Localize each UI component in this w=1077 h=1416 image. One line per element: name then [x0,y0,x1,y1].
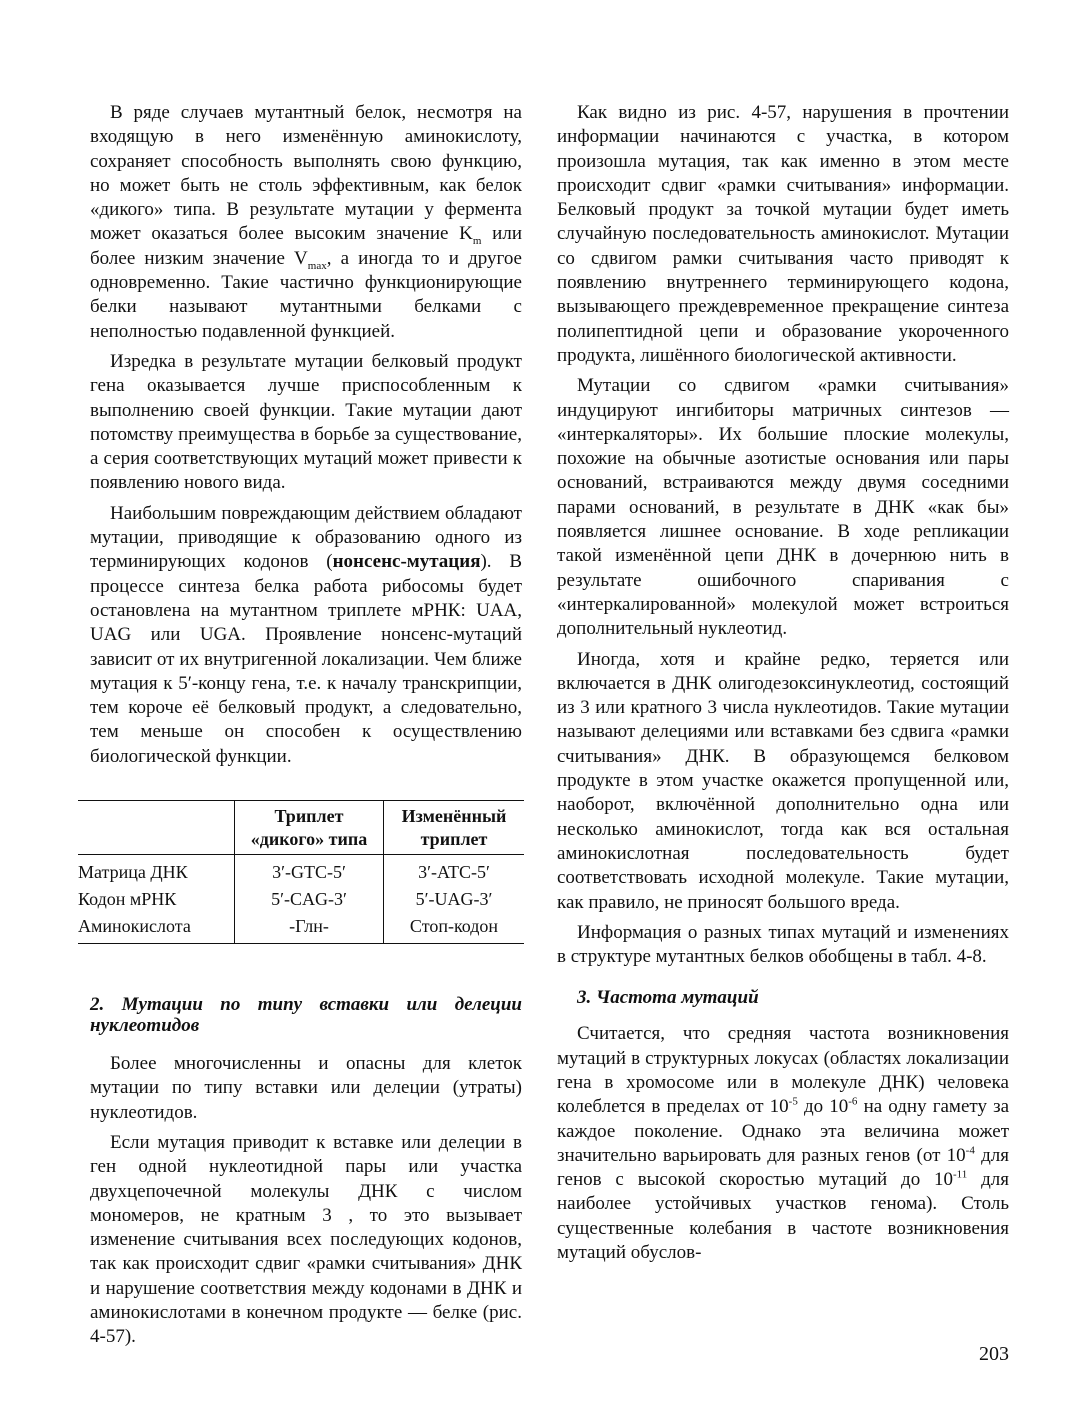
paragraph-insertion-deletion: Более многочисленны и опасны для клеток мутации по типу вставки или делеции (утраты) нуклеотидов. [90,1053,522,1123]
nonsense-mutation-table [78,800,524,944]
table-row: Аминокислота -Глн- Стоп-кодон [78,913,524,944]
paragraph-mutation-frequency: Считается, что средняя частота возникновения мутаций в структурных локусах (областях локализации гена в хромосоме или в молекуле ДНК) человека колеблется в пределах от $10^{-5}$ до $10^{-6}$ на одну гамету за каждое поколение. Однако эта величина может значительно варьировать для разных генов (от $10^{-4}$ для генов с высокой скоростью мутаций до $10^{-11}$ для наиболее устойчивых участков генома). Столь существенные колебания в частоте возникновения мутаций обуслов- [557,1023,1010,1264]
right-column [557,101,1009,1271]
paragraph-inframe-deletions: Иногда, хотя и крайне редко, теряется или включается в ДНК олигодезоксинуклеотид, состоящий из 3 или кратного 3 числа нуклеотидов. Такие мутации называют делециями или вставками без сдвига «рамки считывания» ДНК. В образующемся белковом продукте в этом участке окажется пропущенной или, наоборот, включённой дополнительно одна или несколько аминокислот, тогда как вся остальная аминокислотная последовательность будет соответствовать исходной молекуле. Такие мутации, как правило, не приносят большого вреда. [557,648,1009,913]
paragraph-frameshift-effect: Как видно из рис. 4-57, нарушения в прочтении информации начинаются с участка, в котором произошла мутация, так как именно в этом месте происходит сдвиг «рамки считывания» информации. Белковый продукт за точкой мутации будет иметь случайную последовательность аминокислот. Мутации со сдвигом рамки считывания часто приводят к появлению внутреннего терминирующего кодона, вызывающего преждевременное прекращение синтеза полипептидной цепи и образование укороченного продукта, лишённого биологической активности. [557,102,1009,366]
paragraph-frameshift: Если мутация приводит к вставке или делеции в ген одной нуклеотидной пары или участка двухцепочечной молекулы ДНК с числом мономеров, не кратным 3 , то это вызывает изменение считывания всех последующих кодонов, так как происходит сдвиг «рамки считывания» ДНК и нарушение соответствия между кодонами в ДНК и аминокислотами в конечном продукте — белке (рис. 4-57). [90,1131,522,1348]
paragraph-adaptive-mutation: Изредка в результате мутации белковый продукт гена оказывается лучше приспособленным к выполнению своей функции. Такие мутации дают потомству преимущества в борьбе за существование, а серия соответствующих мутаций может привести к появлению нового вида. [90,350,522,494]
paragraph-intercalators: Мутации со сдвигом «рамки считывания» индуцируют ингибиторы матричных синтезов — «интеркаляторы». Их большие плоские молекулы, похожие на обычные азотистые основания или пары оснований, встраиваются между двумя соседними парами оснований, в результате в ДНК «как бы» появляется лишнее основание. В ходе репликации такой изменённой цепи ДНК в дочернюю нить в результате ошибочного спаривания с «интеркалированной» молекулой может встроиться дополнительный нуклеотид. [557,375,1009,640]
term-nonsense-mutation: нонсенс-мутация [332,551,481,573]
table-row: Кодон мРНК 5′-CAG-3′ 5′-UAG-3′ [78,886,524,913]
page-number: 203 [979,1343,1009,1365]
section-heading-mutation-frequency: 3. Частота мутаций [577,987,759,1009]
section-heading-insertion-deletion: 2. Мутации по типу вставки или делеции нуклеотидов [90,994,522,1037]
table-row: Матрица ДНК 3′-GTC-5′ 3′-ATC-5′ [78,855,524,887]
paragraph-mutant-protein: В ряде случаев мутантный белок, несмотря на входящую в него изменённую аминокислоту, сохраняет способность выполнять свою функцию, но может быть не столь эффективным, как белок «дикого» типа. В результате мутации у фермента может оказаться более высоким значение $K_m$ или более низким значение $V_{max}$, а иногда то и другое одновременно. Такие частично функционирующие белки называют мутантными белками с неполностью подавленной функцией. [90,102,522,342]
paragraph-nonsense-mutation: Наибольшим повреждающим действием обладают мутации, приводящие к образованию одного из терминирующих кодонов (нонсенс-мутация). В процессе синтеза белка работа рибосомы будет остановлена на мутантном триплете мРНК: UAA, UAG или UGA. Проявление нонсенс-мутаций зависит от их внутригенной локализации. Чем ближе мутация к 5′-концу гена, т.е. к началу транскрипции, тем короче её белковый продукт, а следовательно, тем меньше он способен к осуществлению биологической функции. [90,502,522,767]
header-wild-type: Триплет «дикого» типа [235,801,384,855]
table-header-row [78,801,524,855]
paragraph-table-reference: Информация о разных типах мутаций и изменениях в структуре мутантных белков обобщены в табл. 4-8. [557,921,1009,968]
header-changed: Изменённый триплет [384,801,525,855]
left-column [78,101,522,1356]
